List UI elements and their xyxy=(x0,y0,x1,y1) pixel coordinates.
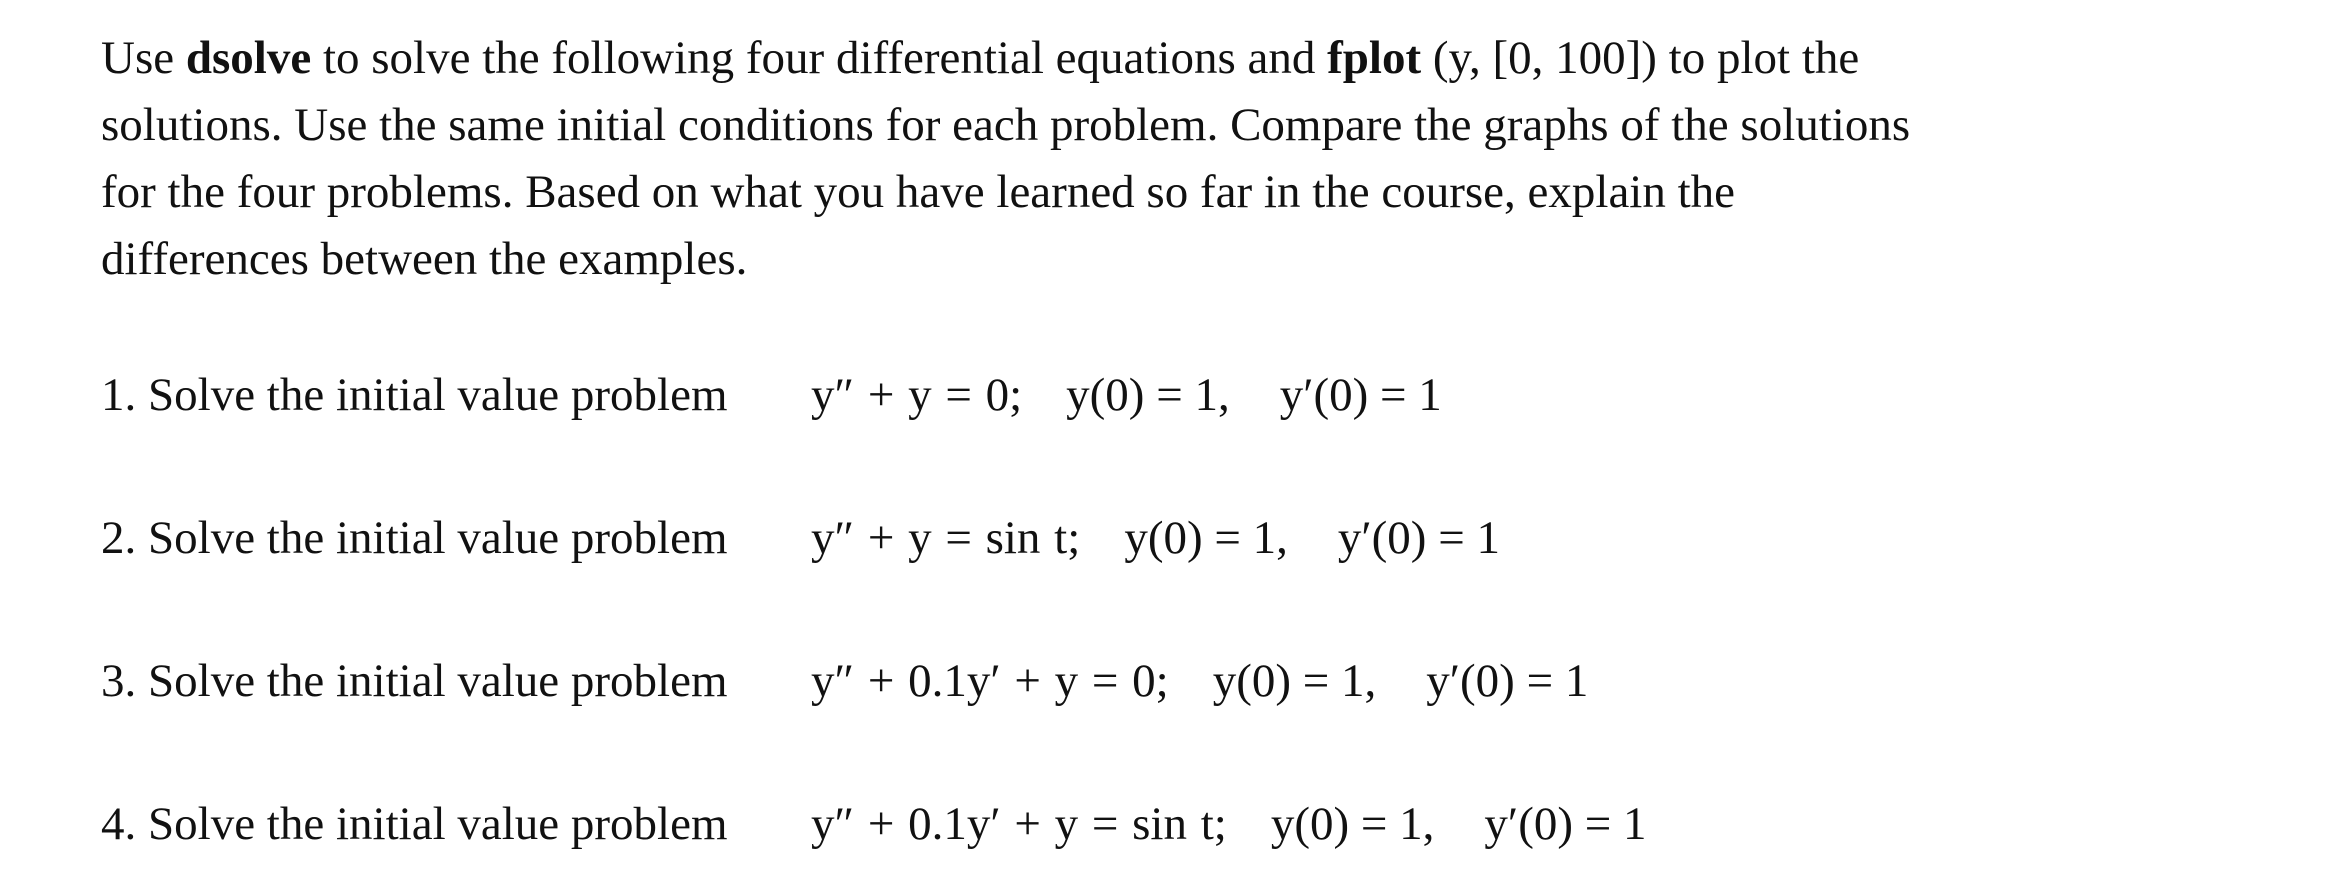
problem-4 xyxy=(101,791,2301,858)
instructions-text: Use xyxy=(101,32,186,84)
initial-condition-y: y(0) = 1, xyxy=(1066,369,1230,421)
instructions-paragraph xyxy=(101,25,2301,293)
problem-equation: y″ + y = 0; xyxy=(811,369,1023,421)
initial-condition-yprime: y′(0) = 1 xyxy=(1337,512,1500,564)
initial-condition-y: y(0) = 1, xyxy=(1124,512,1288,564)
problem-equation: y″ + 0.1y′ + y = 0; xyxy=(811,655,1169,707)
problem-2 xyxy=(101,505,2301,572)
initial-condition-yprime: y′(0) = 1 xyxy=(1279,369,1442,421)
dsolve-keyword: dsolve xyxy=(185,32,312,84)
initial-condition-y: y(0) = 1, xyxy=(1270,798,1435,850)
problem-equation: y″ + 0.1y′ + y = sin t; xyxy=(811,798,1227,850)
initial-condition-yprime: y′(0) = 1 xyxy=(1484,798,1647,850)
problem-equation: y″ + y = sin t; xyxy=(811,512,1081,564)
initial-condition-y: y(0) = 1, xyxy=(1212,655,1377,707)
fplot-keyword: fplot xyxy=(1327,32,1422,84)
problem-label: 3. Solve the initial value problem xyxy=(101,655,728,707)
problem-label: 1. Solve the initial value problem xyxy=(101,369,728,421)
problem-label: 4. Solve the initial value problem xyxy=(101,798,728,850)
problem-1 xyxy=(101,362,2301,429)
initial-condition-yprime: y′(0) = 1 xyxy=(1426,655,1589,707)
instructions-text: to solve the following four differential equations and xyxy=(311,32,1328,84)
instructions-line-3: for the four problems. Based on what you have learned so far in the course, explain the xyxy=(101,166,1736,218)
instructions-line-2: solutions. Use the same initial conditions for each problem. Compare the graphs of the solutions xyxy=(101,99,1911,151)
instructions-line-4: differences between the examples. xyxy=(101,233,748,285)
problem-label: 2. Solve the initial value problem xyxy=(101,512,728,564)
instructions-text: (y, [0, 100]) to plot the xyxy=(1421,32,1860,84)
problem-3 xyxy=(101,648,2301,715)
instructions-line-1 xyxy=(101,25,2301,92)
